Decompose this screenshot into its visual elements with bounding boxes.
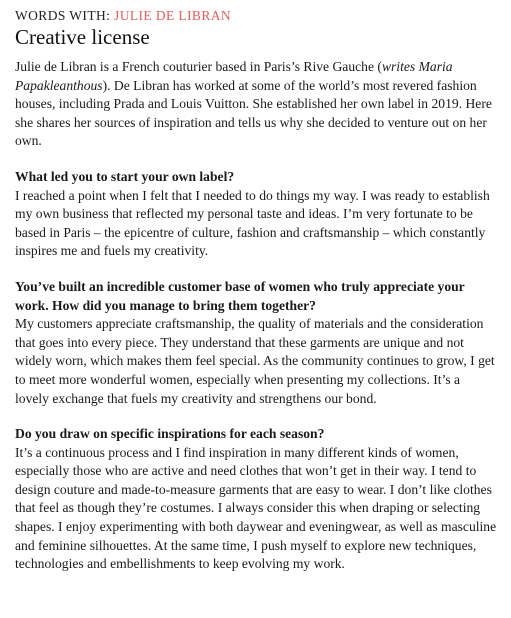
- intro-paragraph: [15, 58, 497, 151]
- answer-1: I reached a point when I felt that I needed to do things my way. I was ready to establish my own business that reflected my personal taste and ideas. I’m very fortunate to be based in Paris – the epicentre of culture, fashion and craftsmanship – which constantly inspires me and fuels my creativity.: [15, 187, 490, 259]
- article-title: Creative license: [15, 25, 150, 49]
- answer-2: My customers appreciate craftsmanship, the quality of materials and the consideration that goes into every piece. They understand that these garments are unique and not widely worn, which makes them feel special. As the community continues to grow, I get to meet more wonderful women, especially when presenting my collections. It’s a lovely exchange that fuels my creativity and strengthens our bond.: [15, 316, 495, 406]
- question-3: Do you draw on specific inspirations for each season?: [15, 426, 325, 442]
- question-2: You’ve built an incredible customer base of women who truly appreciate your work. How did you manage to bring them together?: [15, 278, 465, 313]
- byline: [15, 8, 497, 24]
- intro-text-start: Julie de Libran is a French couturier based in Paris’s Rive Gauche (: [15, 59, 382, 74]
- question-1: What led you to start your own label?: [15, 168, 235, 184]
- byline-author: JULIE DE LIBRAN: [114, 8, 232, 23]
- qa-block-2: [15, 278, 497, 408]
- qa-block-3: [15, 425, 497, 574]
- intro-credit: writes Maria Papakleanthous: [15, 59, 453, 93]
- qa-block-1: [15, 168, 497, 261]
- intro-text-end: ). De Libran has worked at some of the world’s most revered fashion houses, including Prada and Louis Vuitton. She established her own label in 2019. Here she shares her sources of inspiration and tells us why she decided to venture out on her own.: [15, 77, 492, 149]
- answer-3: It’s a continuous process and I find inspiration in many different kinds of women, especially those who are active and need clothes that won’t get in their way. I tend to design couture and made-to-measure garments that are easy to wear. I don’t like clothes that feel as though they’re costumes. I always consider this when draping or selecting shapes. I enjoy experimenting with both daywear and eveningwear, as well as masculine and feminine silhouettes. At the same time, I push myself to explore new techniques, technologies and embellishments to keep evolving my work.: [15, 444, 497, 572]
- byline-label: WORDS WITH:: [15, 8, 115, 23]
